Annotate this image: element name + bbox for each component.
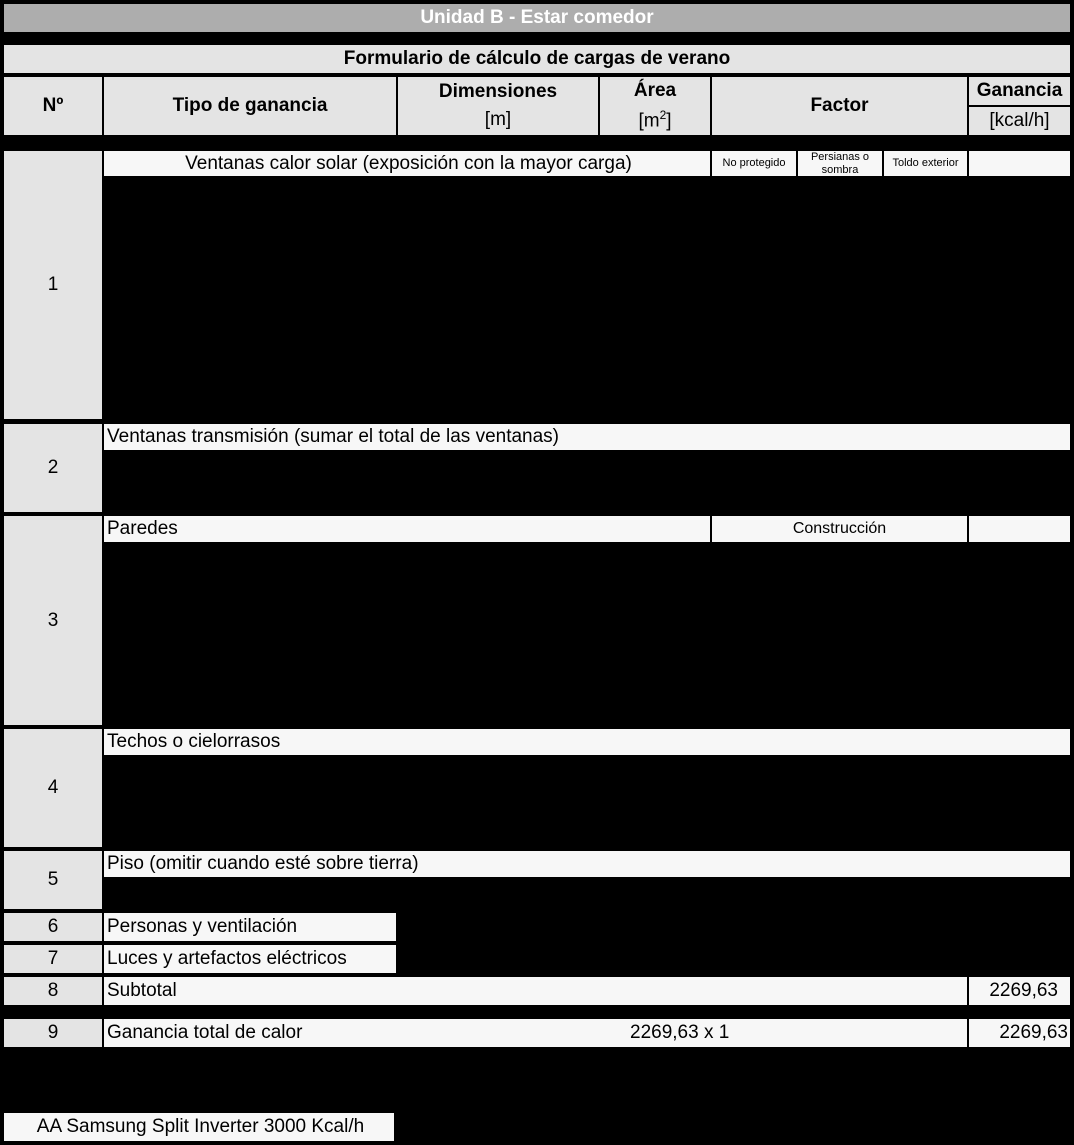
row-1-gain-cell [969,151,1070,176]
row-9-label [104,1019,967,1047]
row-7-number: 7 [4,945,102,973]
row-9-number: 9 [4,1019,102,1047]
header-dimensiones-unit: [m] [484,109,512,130]
header-num: Nº [4,77,102,135]
row-6-label: Personas y ventilación [104,913,396,941]
form-title: Formulario de cálculo de cargas de verano [4,45,1070,73]
row-7-label: Luces y artefactos eléctricos [104,945,396,973]
header-dimensiones [398,77,598,135]
row-9-value: 2269,63 [969,1019,1070,1047]
header-ganancia: Ganancia [969,77,1070,105]
row-2-label: Ventanas transmisión (sumar el total de las ventanas) [104,424,1070,450]
header-factor: Factor [712,77,967,135]
row-3-label: Paredes [104,516,710,542]
row-1-label: Ventanas calor solar (exposición con la mayor carga) [104,151,710,176]
row-6-number: 6 [4,913,102,941]
row-3-number: 3 [4,516,102,725]
row-9-label-text: Ganancia total de calor [107,1022,303,1043]
row-2-number: 2 [4,424,102,512]
row-3-gain-cell [969,516,1070,542]
row-5-label: Piso (omitir cuando esté sobre tierra) [104,851,1070,877]
row-5-number: 5 [4,851,102,909]
row-8-number: 8 [4,977,102,1005]
header-dimensiones-label: Dimensiones [438,81,558,102]
row-3-construccion: Construcción [712,516,967,542]
row-9-formula: 2269,63 x 1 [630,1022,730,1043]
header-area-label: Área [633,79,677,101]
row-4-label: Techos o cielorrasos [104,729,1070,755]
row-8-value: 2269,63 [969,977,1070,1005]
header-area [600,77,710,135]
row-1-number: 1 [4,151,102,419]
equipment-label: AA Samsung Split Inverter 3000 Kcal/h [4,1113,394,1141]
row-1-option-toldo: Toldo exterior [884,151,967,176]
header-ganancia-unit: [kcal/h] [969,107,1070,135]
header-tipo: Tipo de ganancia [104,77,396,135]
row-4-number: 4 [4,729,102,847]
header-area-unit: $[m^2]$ [638,107,672,132]
row-8-label: Subtotal [104,977,967,1005]
row-1-option-persianas: Persianas o sombra [798,151,882,176]
row-1-option-no-protegido: No protegido [712,151,796,176]
page-title: Unidad B - Estar comedor [4,4,1070,32]
